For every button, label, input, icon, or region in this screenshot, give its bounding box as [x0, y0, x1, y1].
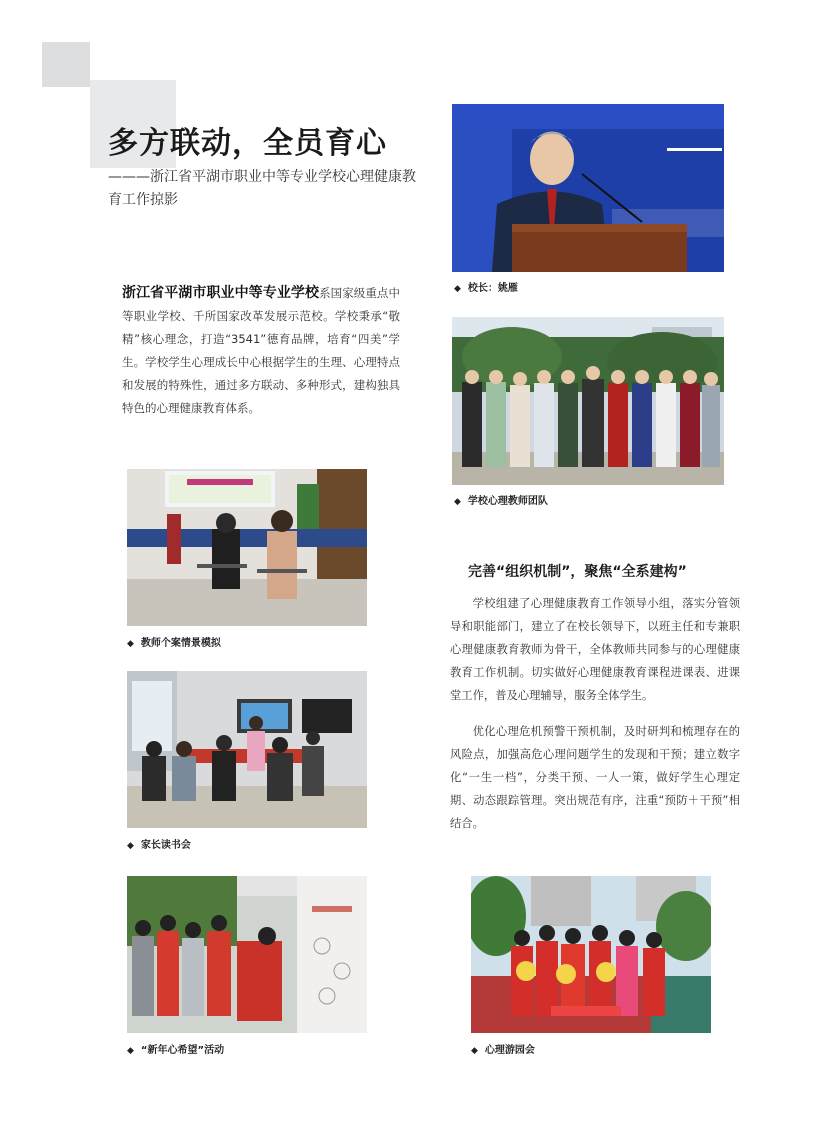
section-title: 完善“组织机制”，聚焦“全系建构”	[468, 564, 687, 580]
decorative-block	[42, 42, 90, 87]
caption-teacher-team: ◆ 学校心理教师团队	[454, 496, 548, 507]
caption-mental-health-fair: ◆ 心理游园会	[471, 1045, 535, 1056]
diamond-bullet-icon: ◆	[454, 497, 461, 507]
section-paragraph-1: 学校组建了心理健康教育工作领导小组，落实分管领导和职能部门，建立了在校长领导下，以班主任和专兼职心理健康教育教师为骨干，全体教师共同参与的心理健康教育工作机制。切实做好心理健康教育课程进课表、进课堂工作，普及心理辅导，服务全体学生。	[450, 597, 740, 702]
caption-principal: ◆ 校长：姚雁	[454, 283, 518, 294]
diamond-bullet-icon: ◆	[127, 639, 134, 649]
diamond-bullet-icon: ◆	[471, 1046, 478, 1056]
page-subtitle: ———浙江省平湖市职业中等专业学校心理健康教育工作掠影	[108, 169, 416, 208]
page-title: 多方联动，全员育心	[108, 126, 387, 161]
intro-text: 系国家级重点中等职业学校、千所国家改革发展示范校。学校秉承“敬精”核心理念，打造“3541”德育品牌，培育“四美”学生。学校学生心理成长中心根据学生的生理、心理特点和发展的特殊性，通过多方联动、多种形式，建构独具特色的心理健康教育体系。	[122, 286, 401, 415]
diamond-bullet-icon: ◆	[127, 1046, 134, 1056]
diamond-bullet-icon: ◆	[127, 841, 134, 851]
school-name: 浙江省平湖市职业中等专业学校	[122, 285, 320, 301]
photo-case-simulation	[127, 469, 367, 626]
photo-principal	[452, 104, 724, 272]
photo-mental-health-fair	[471, 876, 711, 1033]
intro-paragraph	[122, 282, 400, 420]
caption-new-year-wishes: ◆ “新年心希望”活动	[127, 1045, 225, 1056]
photo-teacher-team	[452, 317, 724, 485]
photo-new-year-wishes	[127, 876, 367, 1033]
photo-parents-club	[127, 671, 367, 828]
diamond-bullet-icon: ◆	[454, 284, 461, 294]
caption-case-simulation: ◆ 教师个案情景模拟	[127, 638, 221, 649]
caption-parents-club: ◆ 家长读书会	[127, 840, 191, 851]
section-paragraph-2: 优化心理危机预警干预机制，及时研判和梳理存在的风险点，加强高危心理问题学生的发现和干预；建立数字化“一生一档”，分类干预、一人一策，做好学生心理定期、动态跟踪管理。突出规范有序，注重“预防＋干预”相结合。	[450, 725, 740, 830]
